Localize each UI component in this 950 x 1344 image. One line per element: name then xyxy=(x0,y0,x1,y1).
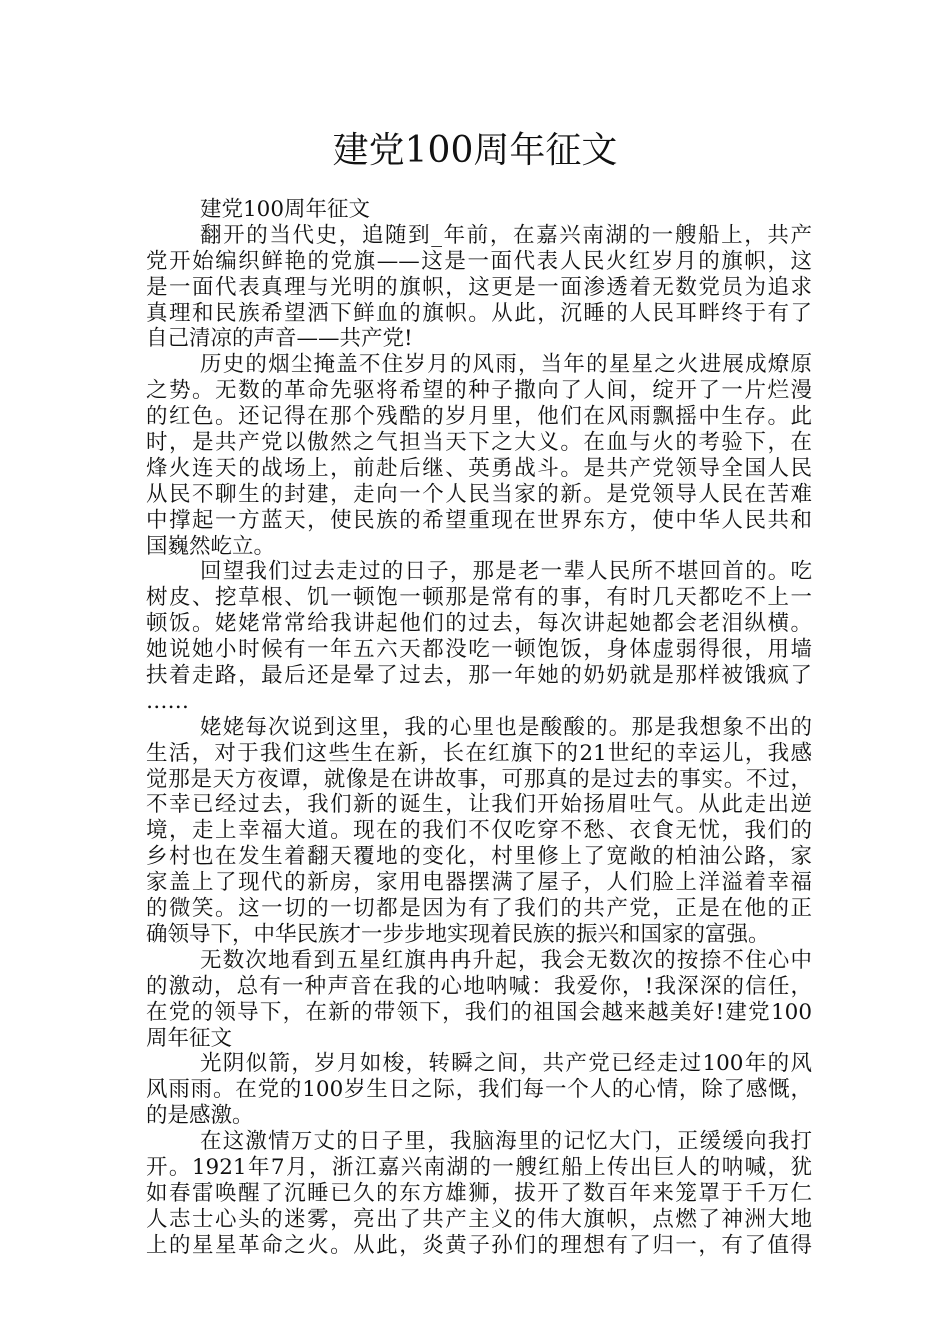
body-text-line: 无数次地看到五星红旗冉冉升起，我会无数次的按捺不住心中 xyxy=(200,947,812,973)
body-text-line: 姥姥每次说到这里，我的心里也是酸酸的。那是我想象不出的 xyxy=(200,714,812,740)
body-text-line: 自己清凉的声音——共产党! xyxy=(146,326,413,352)
body-text-line: 在党的领导下，在新的带领下，我们的祖国会越来越美好!建党100 xyxy=(146,999,812,1025)
body-text-line: 回望我们过去走过的日子，那是老一辈人民所不堪回首的。吃 xyxy=(200,559,812,585)
body-text-line: 境，走上幸福大道。现在的我们不仅吃穿不愁、衣食无忧，我们的 xyxy=(146,818,812,844)
body-text-line: 不幸已经过去，我们新的诞生，让我们开始扬眉吐气。从此走出逆 xyxy=(146,792,812,818)
body-text-line: 之势。无数的革命先驱将希望的种子撒向了人间，绽开了一片烂漫 xyxy=(146,378,812,404)
body-text-line: 建党100周年征文 xyxy=(200,197,371,222)
body-text-line: 乡村也在发生着翻天覆地的变化，村里修上了宽敞的柏油公路，家 xyxy=(146,844,812,870)
body-text-line: 周年征文 xyxy=(146,1025,233,1051)
body-text-line: 确领导下，中华民族才一步步地实现着民族的振兴和国家的富强。 xyxy=(146,921,770,947)
body-text-line: 时，是共产党以傲然之气担当天下之大义。在血与火的考验下，在 xyxy=(146,430,812,456)
body-text-line: 生活，对于我们这些生在新，长在红旗下的21世纪的幸运儿，我感 xyxy=(146,740,812,766)
body-text-line: 的是感激。 xyxy=(146,1103,254,1129)
body-text-line: 家盖上了现代的新房，家用电器摆满了屋子，人们脸上洋溢着幸福 xyxy=(146,870,812,896)
body-text-line: 历史的烟尘掩盖不住岁月的风雨，当年的星星之火进展成燎原 xyxy=(200,352,812,378)
document-body xyxy=(146,197,812,1259)
body-text-line: 顿饭。姥姥常常给我讲起他们的过去，每次讲起她都会老泪纵横。 xyxy=(146,611,812,637)
body-text-line: 翻开的当代史，追随到_年前，在嘉兴南湖的一艘船上，共产 xyxy=(200,222,812,248)
body-text-line: 烽火连天的战场上，前赴后继、英勇战斗。是共产党领导全国人民 xyxy=(146,455,812,481)
body-text-line: …… xyxy=(146,688,189,714)
body-text-line: 如春雷唤醒了沉睡已久的东方雄狮，拔开了数百年来笼罩于千万仁 xyxy=(146,1180,812,1206)
body-text-line: 真理和民族希望洒下鲜血的旗帜。从此，沉睡的人民耳畔终于有了 xyxy=(146,300,812,326)
body-text-line: 上的星星革命之火。从此，炎黄子孙们的理想有了归一，有了值得 xyxy=(146,1232,812,1258)
body-text-line: 觉那是天方夜谭，就像是在讲故事，可那真的是过去的事实。不过， xyxy=(146,766,812,792)
body-text-line: 人志士心头的迷雾，亮出了共产主义的伟大旗帜，点燃了神洲大地 xyxy=(146,1206,812,1232)
body-text-line: 的微笑。这一切的一切都是因为有了我们的共产党，正是在他的正 xyxy=(146,896,812,922)
body-text-line: 树皮、挖草根、饥一顿饱一顿那是常有的事，有时几天都吃不上一 xyxy=(146,585,812,611)
body-text-line: 国巍然屹立。 xyxy=(146,533,276,559)
body-text-line: 中撑起一方蓝天，使民族的希望重现在世界东方，使中华人民共和 xyxy=(146,507,812,533)
body-text-line: 从民不聊生的封建，走向一个人民当家的新。是党领导人民在苦难 xyxy=(146,481,812,507)
body-text-line: 风雨雨。在党的100岁生日之际，我们每一个人的心情，除了感慨， xyxy=(146,1077,812,1103)
document-title: 建党100周年征文 xyxy=(332,130,618,171)
body-text-line: 扶着走路，最后还是晕了过去，那一年她的奶奶就是那样被饿疯了 xyxy=(146,663,812,689)
body-text-line: 的红色。还记得在那个残酷的岁月里，他们在风雨飘摇中生存。此 xyxy=(146,404,812,430)
body-text-line: 的激动，总有一种声音在我的心地呐喊：我爱你，!我深深的信任， xyxy=(146,973,812,999)
body-text-line: 她说她小时候有一年五六天都没吃一顿饱饭，身体虚弱得很，用墙 xyxy=(146,637,812,663)
body-text-line: 光阴似箭，岁月如梭，转瞬之间，共产党已经走过100年的风 xyxy=(200,1051,812,1077)
body-text-line: 是一面代表真理与光明的旗帜，这更是一面渗透着无数党员为追求 xyxy=(146,274,812,300)
body-text-line: 开。1921年7月，浙江嘉兴南湖的一艘红船上传出巨人的呐喊，犹 xyxy=(146,1154,812,1180)
body-text-line: 党开始编织鲜艳的党旗——这是一面代表人民火红岁月的旗帜，这 xyxy=(146,248,812,274)
body-text-line: 在这激情万丈的日子里，我脑海里的记忆大门，正缓缓向我打 xyxy=(200,1129,812,1155)
